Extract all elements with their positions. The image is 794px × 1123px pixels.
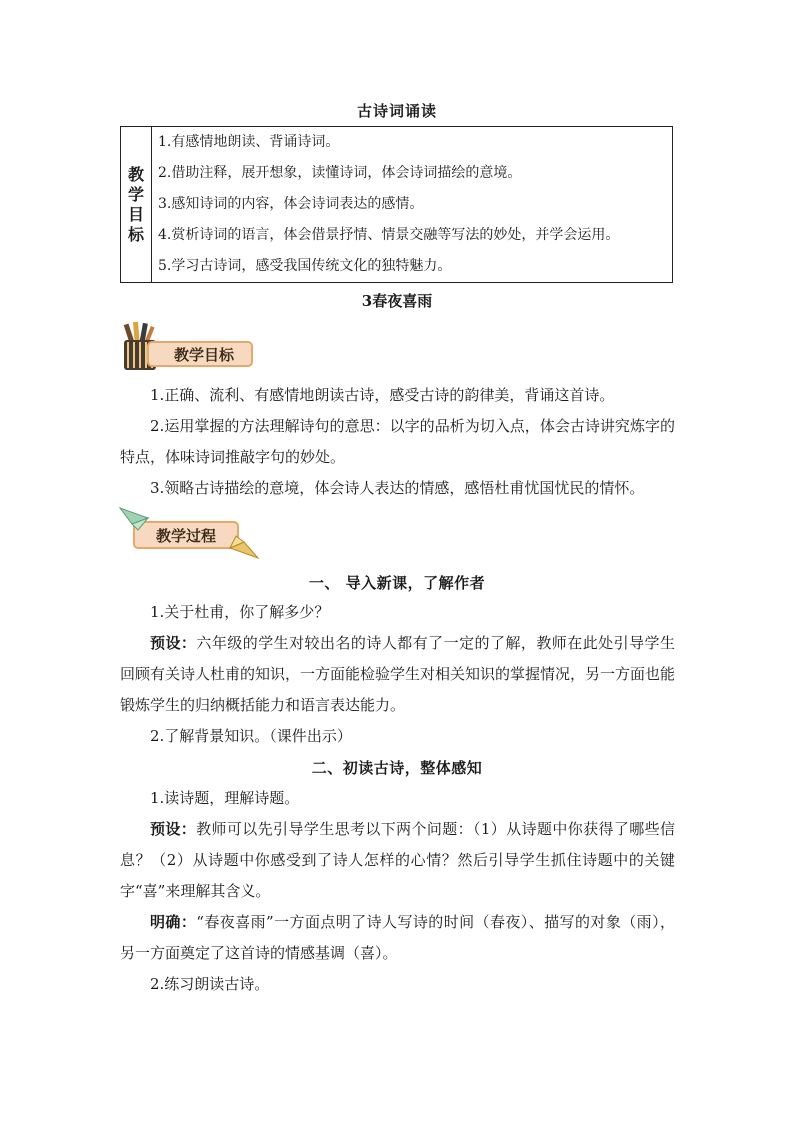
objectives-header-char: 教: [127, 164, 144, 184]
section-heading: 二、初读古诗，整体感知: [311, 759, 483, 777]
clarify-text: “春夜喜雨”一方面点明了诗人写诗的时间（春夜）、描写的对象（雨），另一方面奠定了这首诗的情感基调（喜）。: [120, 913, 675, 962]
preset-text: 教师可以先引导学生思考以下两个问题：（1）从诗题中你获得了哪些信息？（2）从诗题中你感受到了诗人怎样的心情？然后引导学生抓住诗题中的关键字“喜”来理解其含义。: [120, 820, 675, 900]
teaching-goals-label: 教学目标: [173, 346, 235, 364]
preset-text: 六年级的学生对较出名的诗人都有了一定的了解，教师在此处引导学生回顾有关诗人杜甫的知识，一方面能检验学生对相关知识的掌握情况，另一方面也能锻炼学生的归纳概括能力和语言表达能力。: [120, 634, 676, 714]
objectives-header-char: 目: [127, 204, 144, 224]
document-title: 古诗词诵读: [356, 102, 437, 120]
question-item: 1.读诗题，理解诗题。: [150, 789, 300, 807]
goal-item: 3.领略古诗描绘的意境，体会诗人表达的情感，感悟杜甫忧国忧民的情怀。: [150, 479, 645, 497]
preset-paragraph: [120, 628, 675, 721]
objective-item: 2.借助注释，展开想象，读懂诗词，体会诗词描绘的意境。: [158, 165, 522, 181]
goal-item: 2.运用掌握的方法理解诗句的意思：以字的品析为切入点，体会古诗讲究炼字的特点，体味诗词推敲字句的妙处。: [120, 417, 675, 466]
objective-item: 1.有感情地朗读、背诵诗词。: [158, 134, 340, 150]
clarify-paragraph: [120, 907, 675, 969]
paper-plane-icon: [230, 536, 258, 558]
teaching-process-label: 教学过程: [155, 527, 217, 545]
preset-label: 预设：: [150, 820, 197, 838]
question-item: 1.关于杜甫，你了解多少？: [150, 603, 330, 621]
goal-item: 1.正确、流利、有感情地朗读古诗，感受古诗的韵律美，背诵这首诗。: [150, 386, 615, 404]
objective-item: 5.学习古诗词，感受我国传统文化的独特魅力。: [158, 258, 452, 274]
objectives-header-char: 学: [127, 184, 144, 204]
objective-item: 3.感知诗词的内容，体会诗词表达的感情。: [158, 196, 424, 212]
objectives-header: [121, 127, 152, 283]
question-item: 2.练习朗读古诗。: [150, 975, 270, 993]
objectives-list: [152, 127, 673, 283]
objectives-table: [120, 126, 673, 283]
lesson-title: 3春夜喜雨: [361, 292, 433, 310]
section-heading: 一、 导入新课，了解作者: [308, 574, 486, 592]
objectives-header-char: 标: [127, 224, 144, 244]
clarify-label: 明确：: [150, 913, 197, 931]
preset-label: 预设：: [150, 634, 197, 652]
teaching-goals-banner: [118, 320, 258, 372]
preset-paragraph: [120, 814, 675, 907]
objective-item: 4.赏析诗词的语言，体会借景抒情、情景交融等写法的妙处，并学会运用。: [158, 227, 620, 243]
question-item: 2.了解背景知识。（课件出示）: [150, 727, 352, 745]
teaching-process-banner: [118, 506, 263, 566]
